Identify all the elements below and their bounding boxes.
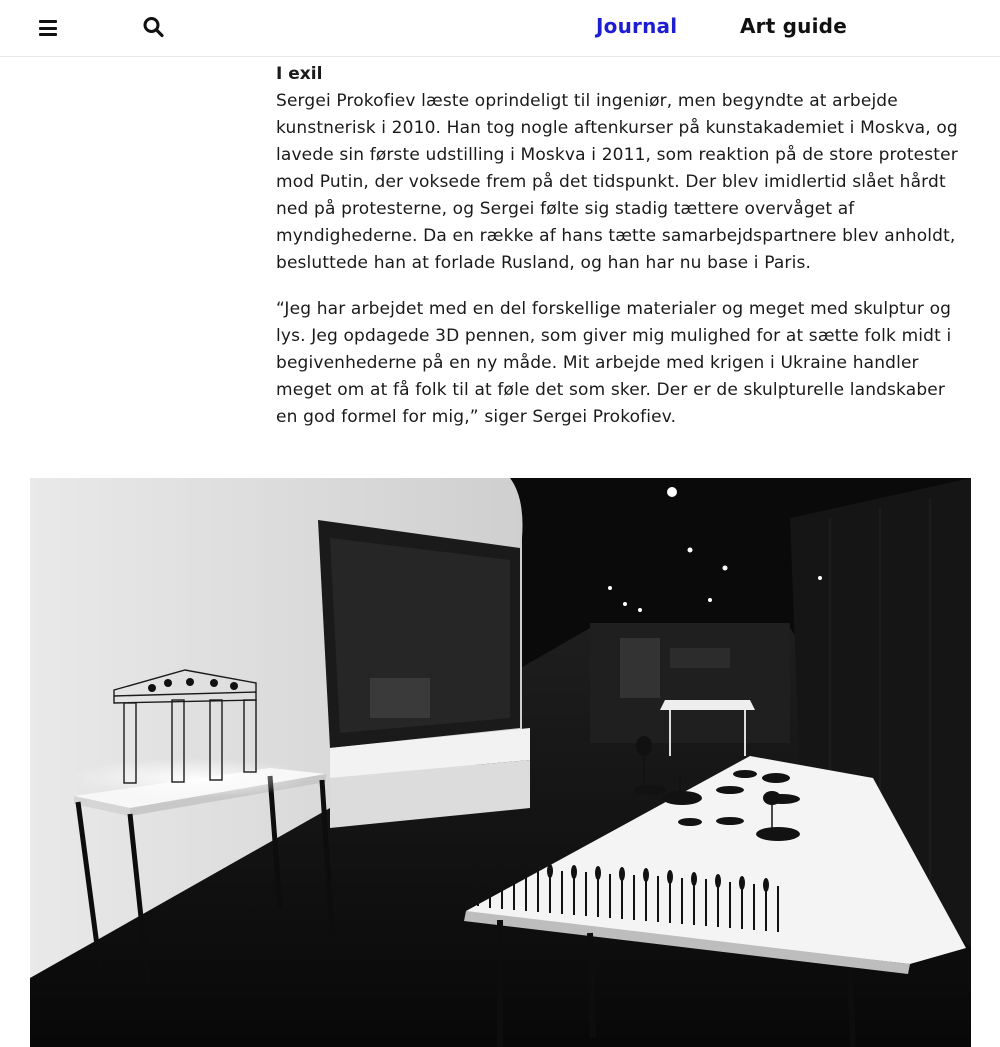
- search-icon[interactable]: [141, 14, 167, 40]
- section-subheading: I exil: [276, 64, 323, 84]
- exhibition-photo-illustration: [30, 478, 971, 1047]
- exhibition-photo: [30, 478, 971, 1047]
- nav-link-art-guide[interactable]: Art guide: [740, 14, 847, 38]
- nav-link-journal[interactable]: Journal: [596, 14, 678, 38]
- article-paragraph: Sergei Prokofiev læste oprindeligt til ingeniør, men begyndte at arbejde kunstnerisk i 2010. Han tog nogle aftenkurser på kunstakademiet i Moskva, og lavede sin første udstilling i Moskva i 2011, som reaktion på de store protester mod Putin, der voksede frem på det tidspunkt. Der blev imidlertid slået hårdt ned på protesterne, og Sergei følte sig stadig tættere overvåget af myndighederne. Da en række af hans tætte samarbejdspartnere blev anholdt, besluttede han at forlade Rusland, og han har nu base i Paris.: [276, 91, 958, 273]
- hamburger-menu-icon[interactable]: [36, 16, 62, 40]
- top-navigation-bar: [0, 0, 1000, 57]
- article-quote-paragraph: “Jeg har arbejdet med en del forskellige materialer og meget med skulptur og lys. Jeg opdagede 3D pennen, som giver mig mulighed for at sætte folk midt i begivenhederne på en ny måde. Mit arbejde med krigen i Ukraine handler meget om at få folk til at føle det som sker. Der er de skulpturelle landskaber en god formel for mig,” siger Sergei Prokofiev.: [276, 299, 952, 427]
- article-body: [276, 61, 966, 431]
